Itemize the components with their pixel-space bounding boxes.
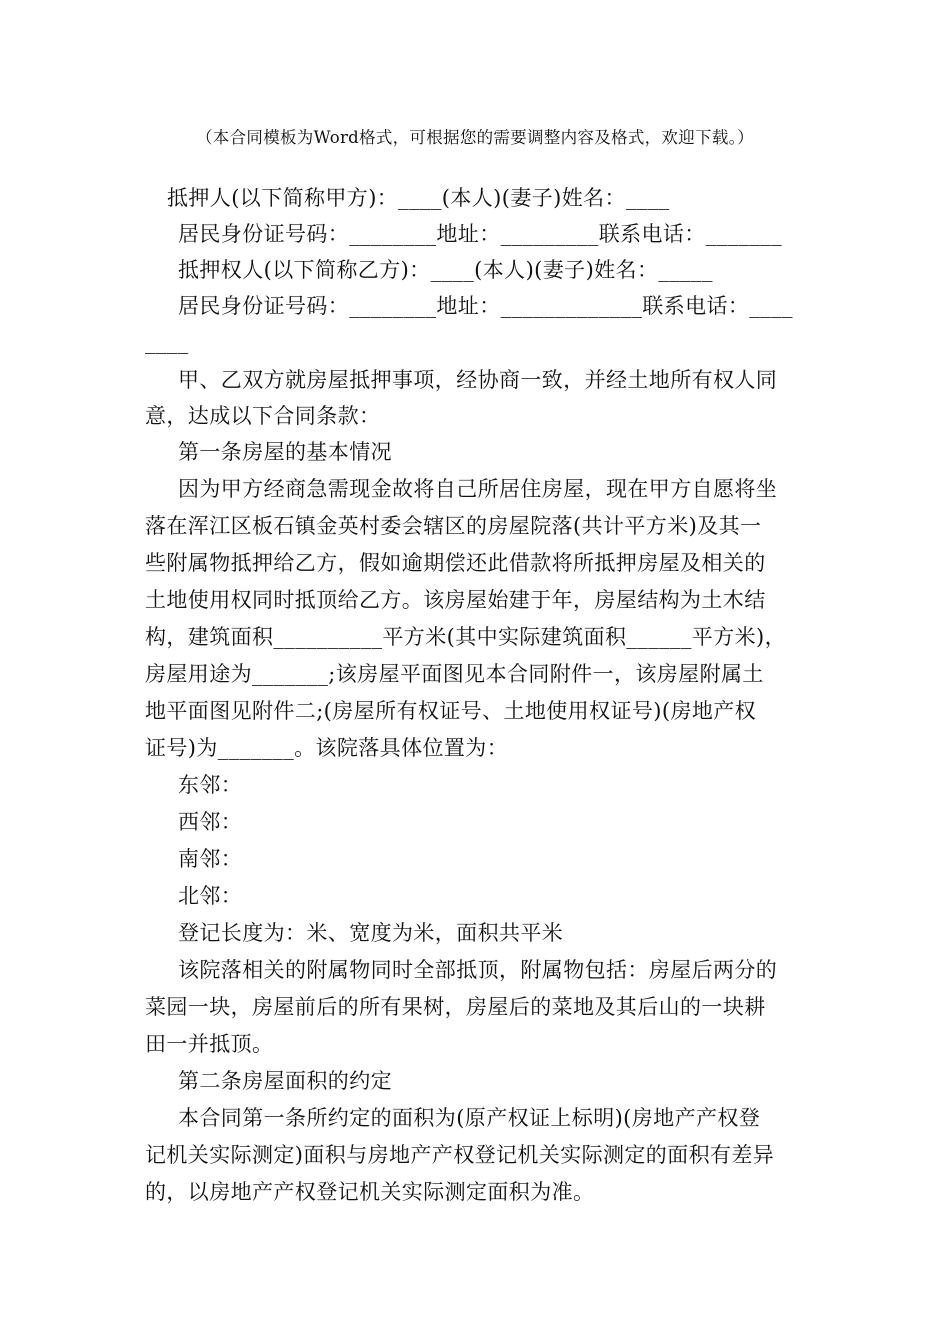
section-heading-2: 第二条房屋面积的约定 (178, 1069, 392, 1093)
mortgagor-id-line: 居民身份证号码：________地址：_________联系电话：_______ (178, 222, 782, 246)
registration-size-line: 登记长度为：米、宽度为米，面积共平米 (178, 921, 564, 945)
paragraph-line: 该院落相关的附属物同时全部抵顶，附属物包括：房屋后两分的 (178, 958, 778, 982)
phone-continuation-line: ____ (145, 330, 189, 354)
north-neighbor-line: 北邻： (178, 884, 243, 908)
mortgagor-name-line: 抵押人(以下简称甲方)：____(本人)(妻子)姓名：____ (167, 186, 670, 210)
east-neighbor-line: 东邻： (178, 773, 243, 797)
south-neighbor-line: 南邻： (178, 847, 243, 871)
paragraph-line: 记机关实际测定)面积与房地产产权登记机关实际测定的面积有差异 (145, 1143, 775, 1167)
paragraph-line: 菜园一块，房屋前后的所有果树，房屋后的菜地及其后山的一块耕 (145, 995, 766, 1019)
paragraph-line: 甲、乙双方就房屋抵押事项，经协商一致，并经土地所有权人同 (178, 368, 778, 392)
paragraph-line: 因为甲方经商急需现金故将自己所居住房屋，现在甲方自愿将坐 (178, 477, 778, 501)
paragraph-line: 房屋用途为_______;该房屋平面图见本合同附件一，该房屋附属土 (145, 662, 764, 686)
paragraph-line: 本合同第一条所约定的面积为(原产权证上标明)(房地产产权登 (178, 1106, 761, 1130)
paragraph-line: 落在浑江区板石镇金英村委会辖区的房屋院落(共计平方米)及其一 (145, 514, 762, 538)
paragraph-line: 土地使用权同时抵顶给乙方。该房屋始建于年，房屋结构为土木结 (145, 588, 766, 612)
paragraph-line: 些附属物抵押给乙方，假如逾期偿还此借款将所抵押房屋及相关的 (145, 551, 766, 575)
paragraph-line: 证号)为_______。该院落具体位置为： (145, 736, 509, 760)
mortgagee-name-line: 抵押权人(以下简称乙方)：____(本人)(妻子)姓名：_____ (178, 258, 713, 282)
paragraph-line: 构，建筑面积__________平方米(其中实际建筑面积______平方米)， (145, 625, 786, 649)
paragraph-line: 地平面图见附件二;(房屋所有权证号、土地使用权证号)(房地产权 (145, 699, 757, 723)
mortgagee-id-line: 居民身份证号码：________地址：_____________联系电话：____ (178, 294, 793, 318)
paragraph-line: 意，达成以下合同条款： (145, 404, 381, 428)
paragraph-line: 田一并抵顶。 (145, 1032, 274, 1056)
section-heading-1: 第一条房屋的基本情况 (178, 440, 392, 464)
west-neighbor-line: 西邻： (178, 810, 243, 834)
template-note: （本合同模板为Word格式，可根据您的需要调整内容及格式，欢迎下载。） (196, 128, 754, 147)
paragraph-line: 的，以房地产产权登记机关实际测定面积为准。 (145, 1180, 595, 1204)
